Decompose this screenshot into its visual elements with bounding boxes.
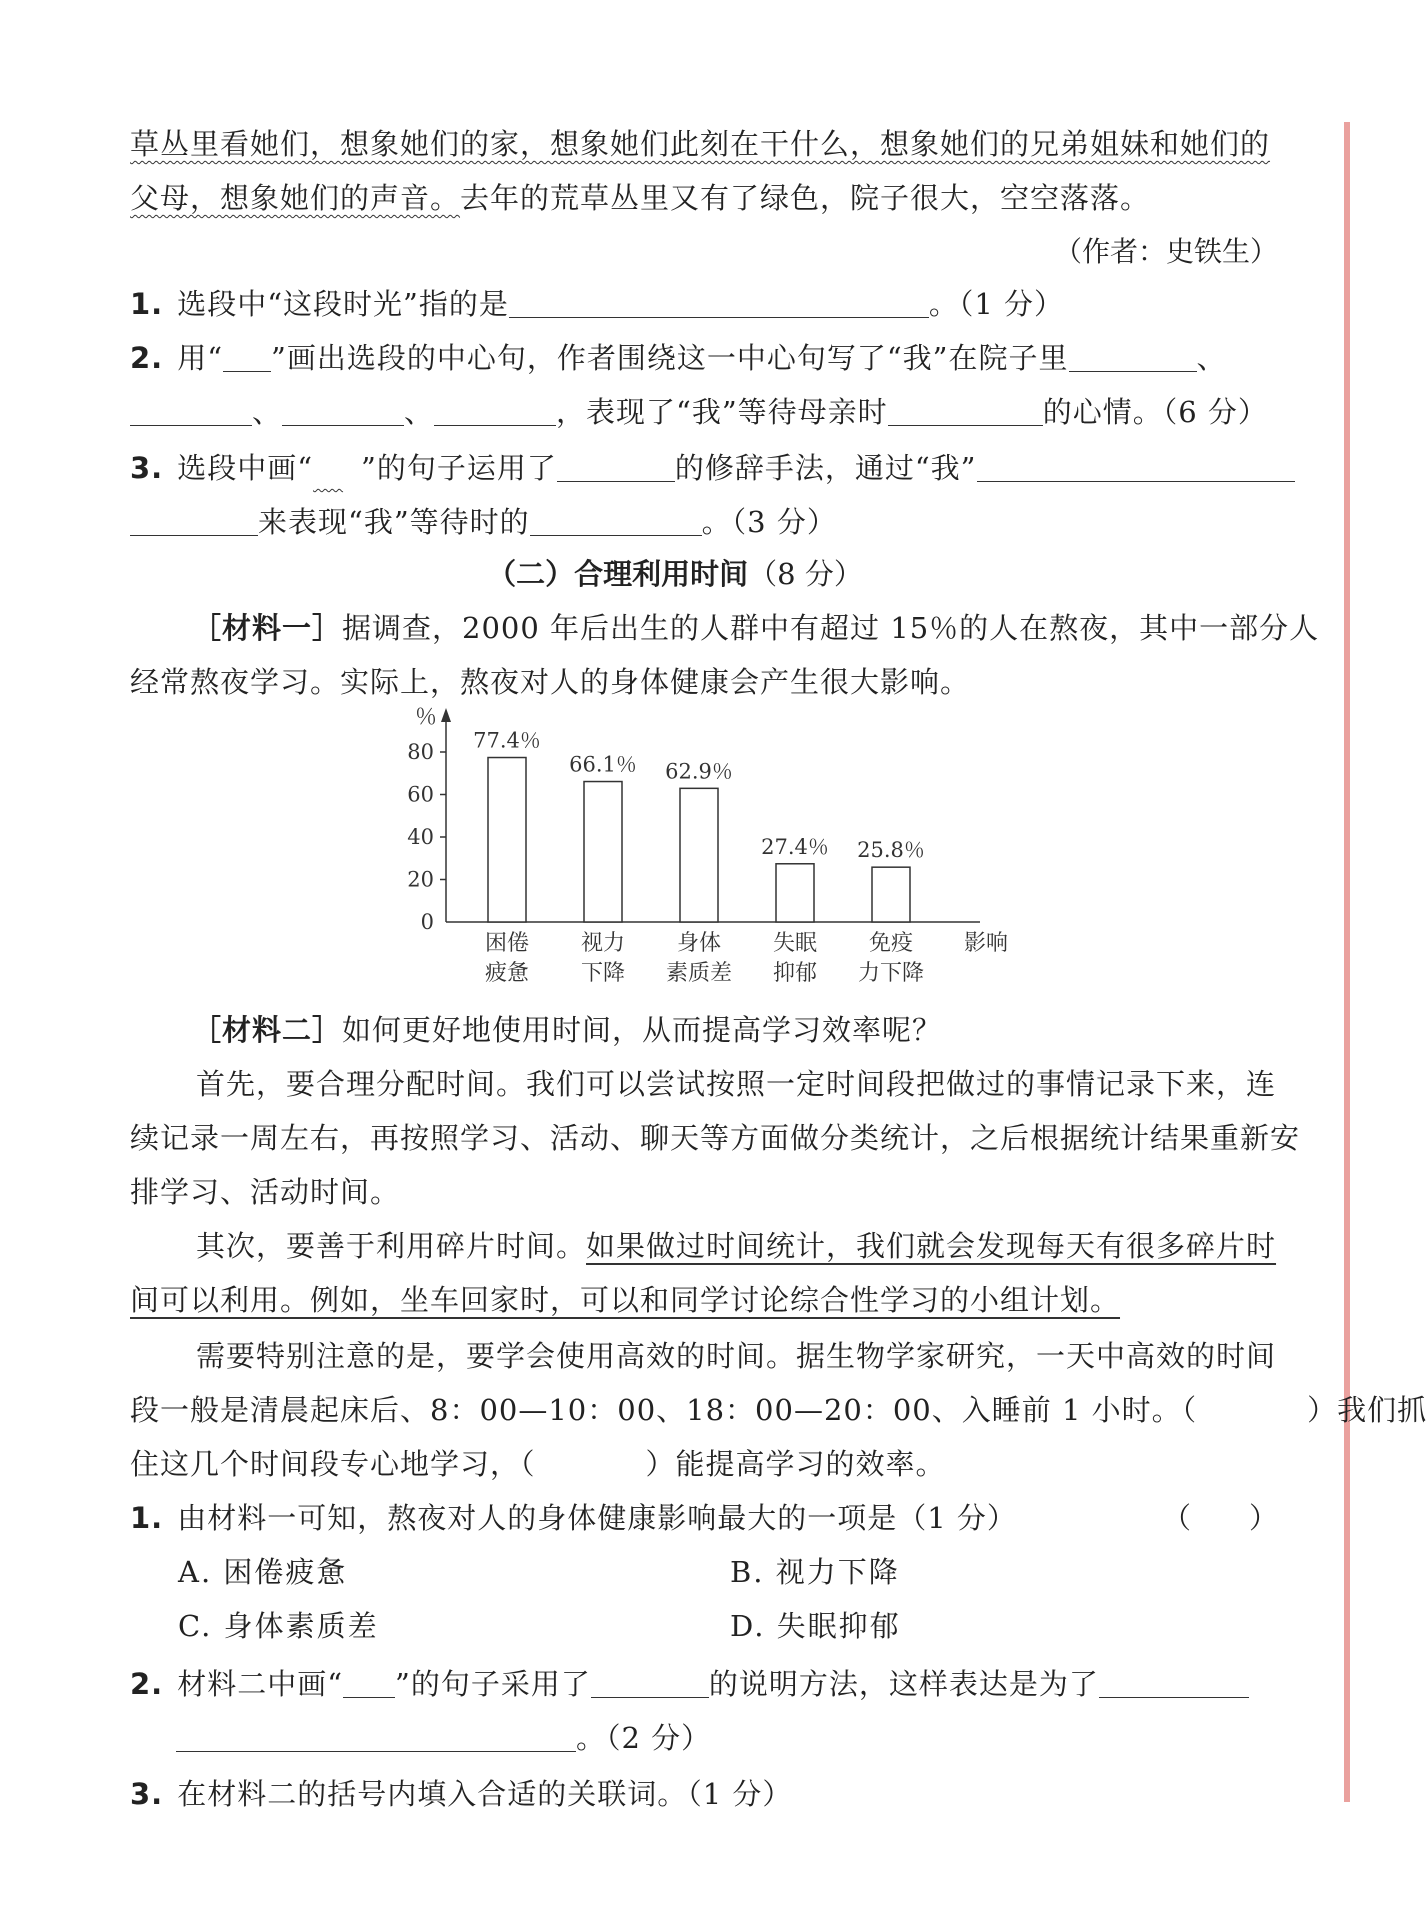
material-2-p3-line-1: 需要特别注意的是，要学会使用高效的时间。据生物学家研究，一天中高效的时间 [196,1339,1277,1373]
answer-blank[interactable] [530,509,702,536]
question-score: 。（2 分） [576,1721,712,1755]
question-text: ”的句子运用了 [361,451,557,485]
passage-line-2-rest: 去年的荒草丛里又有了绿色，院子很大，空空落落。 [460,181,1151,215]
material-2-p2-line-1 [196,1224,1276,1265]
passage-line-2-wavy: 父母，想象她们的声音。 [130,181,461,215]
answer-blank[interactable] [509,291,929,318]
section-score: （8 分） [748,557,863,591]
bar [872,867,910,922]
material-question-2-cont [176,1716,711,1757]
question-text: 选段中画“ [177,451,314,485]
passage-line-1: 草丛里看她们，想象她们的家，想象她们此刻在干什么，想象她们的兄弟姐妹和她们的 [130,127,1271,161]
x-axis-label: 影响 [963,931,1009,956]
y-tick-label: 20 [407,867,434,892]
material-text: ）我们抓 [1307,1393,1427,1427]
category-label: 失眠 [772,931,818,956]
y-tick-label: 40 [407,825,434,849]
bar [488,758,526,922]
answer-blank[interactable] [591,1671,709,1698]
bar-value-label: 66.1％ [569,752,637,777]
question-score: 。（1 分） [928,287,1065,321]
question-text: 的修辞手法，通过“我” [674,451,977,485]
option-d[interactable]: D. 失眠抑郁 [730,1609,901,1643]
bar [584,782,622,922]
answer-blank[interactable] [282,399,404,426]
material-text: 住这几个时间段专心地学习，（ [130,1447,536,1481]
underlined-sentence: 如果做过时间统计，我们就会发现每天有很多碎片时 [586,1229,1277,1263]
separator: 、 [1196,341,1227,375]
category-label: 困倦 [484,931,530,956]
question-text: ”画出选段的中心句，作者围绕这一中心句写了“我”在院子里 [271,341,1069,375]
answer-blank[interactable] [1069,345,1197,372]
category-label: 素质差 [665,961,733,986]
separator: 、 [252,395,283,429]
material-question-1 [130,1496,1017,1537]
material-text: 如何更好地使用时间，从而提高学习效率呢？ [342,1013,943,1047]
question-text: ”的句子采用了 [395,1667,591,1701]
category-label: 视力 [580,931,626,956]
bar [776,864,814,922]
material-2-question [192,1008,942,1049]
category-label: 身体 [676,931,722,956]
question-text: 材料二中画“ [177,1667,344,1701]
answer-blank[interactable] [888,399,1043,426]
answer-blank[interactable] [434,399,556,426]
option-a[interactable]: A. 困倦疲惫 [178,1555,348,1589]
question-text: ，表现了“我”等待母亲时 [556,395,888,429]
question-text: 选段中“这段时光”指的是 [177,287,509,321]
wavy-mark-sample [313,450,361,476]
bar-value-label: 77.4％ [473,728,541,753]
passage-author: （作者：史铁生） [1053,235,1278,268]
material-2-p1-line-1: 首先，要合理分配时间。我们可以尝试按照一定时间段把做过的事情记录下来，连 [196,1067,1277,1101]
material-question-3 [130,1772,792,1813]
bar-value-label: 25.8％ [857,838,925,863]
y-axis-label: ％ [414,705,438,730]
question-text: 由材料一可知，熬夜对人的身体健康影响最大的一项是（1 分） [177,1501,1017,1535]
material-2-p3-line-2 [130,1388,1427,1429]
answer-blank[interactable] [977,455,1295,482]
question-3 [130,446,1295,487]
question-number: 1. [130,287,164,321]
material-label: ［材料二］ [192,1013,343,1047]
material-2-p2-line-2: 间可以利用。例如，坐车回家时，可以和同学讨论综合性学习的小组计划。 [130,1283,1121,1317]
bar [680,788,718,922]
material-2-p1-line-2: 续记录一周左右，再按照学习、活动、聊天等方面做分类统计，之后根据统计结果重新安 [130,1121,1301,1155]
y-tick-label: 80 [407,740,434,764]
material-text: 其次，要善于利用碎片时间。 [196,1229,587,1263]
question-number: 3. [130,451,164,485]
question-number: 2. [130,341,164,375]
material-1-line-2: 经常熬夜学习。实际上，熬夜对人的身体健康会产生很大影响。 [130,665,971,699]
option-c[interactable]: C. 身体素质差 [178,1609,379,1643]
material-label: ［材料一］ [192,611,343,645]
bar-value-label: 62.9％ [665,759,733,784]
material-1-line-1 [192,606,1319,647]
section-title: （二）合理利用时间 [487,557,749,591]
question-2 [130,336,1227,377]
material-question-2 [130,1662,1249,1703]
question-number: 1. [130,1501,164,1535]
category-label: 抑郁 [772,961,818,986]
category-label: 下降 [580,961,626,986]
question-number: 2. [130,1667,164,1701]
y-tick-label: 0 [420,910,434,934]
line-mark-sample [223,345,271,372]
bar-chart [400,700,1020,1000]
answer-blank[interactable] [557,455,675,482]
page-edge-mark [1344,122,1350,1802]
question-text: 来表现“我”等待时的 [258,505,530,539]
material-2-p3-line-3 [130,1442,946,1483]
question-3-cont [130,500,837,541]
answer-blank[interactable] [1099,1671,1249,1698]
material-text: ）能提高学习的效率。 [645,1447,946,1481]
question-2-cont [130,390,1268,431]
category-label: 免疫 [868,931,914,956]
y-axis-arrow [441,708,451,722]
separator: 、 [404,395,435,429]
y-tick-label: 60 [407,782,434,807]
line-mark-sample [343,1671,395,1698]
material-text: 段一般是清晨起床后、8：00—10：00、18：00—20：00、入睡前 1 小时。（ [130,1393,1198,1427]
category-label: 力下降 [857,961,925,986]
bar-value-label: 27.4％ [761,834,829,859]
option-b[interactable]: B. 视力下降 [730,1555,900,1589]
section-2-heading [0,552,1350,593]
answer-blank[interactable] [130,399,252,426]
passage-line-2 [130,176,1150,217]
answer-blank[interactable] [130,509,258,536]
question-1 [130,282,1064,323]
question-text: 用“ [177,341,224,375]
material-2-p1-line-3: 排学习、活动时间。 [130,1175,401,1209]
question-text: 的说明方法，这样表达是为了 [708,1667,1099,1701]
material-text: 据调查，2000 年后出生的人群中有超过 15％的人在熬夜，其中一部分人 [342,611,1320,645]
question-score: 。（3 分） [701,505,837,539]
answer-blank[interactable] [176,1725,576,1752]
question-score: 的心情。（6 分） [1042,395,1268,429]
question-text: 在材料二的括号内填入合适的关联词。（1 分） [177,1777,793,1811]
category-label: 疲惫 [484,961,530,986]
answer-paren[interactable]: （ ） [1161,1501,1278,1535]
question-number: 3. [130,1777,164,1811]
